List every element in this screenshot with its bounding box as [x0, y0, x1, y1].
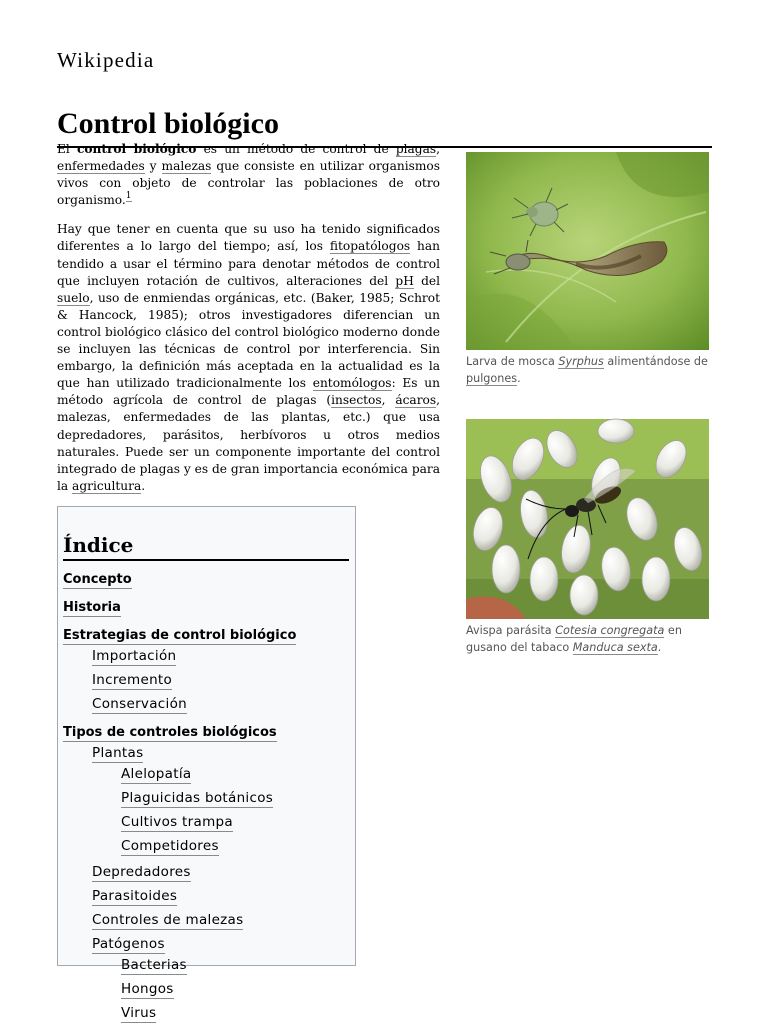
link-enfermedades[interactable]: enfermedades	[57, 159, 145, 174]
link-fitopatologos[interactable]: fitopatólogos	[329, 239, 411, 254]
link-pulgones[interactable]: pulgones	[466, 372, 518, 385]
toc-link-importacion[interactable]: Importación	[92, 648, 177, 664]
toc-link-conservacion[interactable]: Conservación	[92, 696, 187, 712]
toc-list	[63, 568, 349, 1023]
toc-item	[63, 861, 349, 882]
caption-text: Larva de mosca	[466, 355, 559, 368]
second-paragraph	[57, 221, 440, 495]
text: es un método de control de	[196, 142, 396, 156]
text: han tendido a usar el término para denotar métodos de control que incluyen rotación de cultivos, alteraciones del	[57, 239, 441, 288]
text: del	[413, 273, 440, 288]
toc-item	[92, 954, 349, 975]
intro-paragraph	[57, 141, 440, 209]
toc-link-estrategias[interactable]: Estrategias de control biológico	[63, 628, 297, 643]
toc-link-cultivos[interactable]: Cultivos trampa	[121, 814, 233, 830]
toc-link-incremento[interactable]: Incremento	[92, 672, 173, 688]
toc-item	[92, 787, 349, 808]
text: ,	[436, 142, 440, 156]
toc-item	[63, 596, 349, 617]
link-entomologos[interactable]: entomólogos	[312, 376, 392, 391]
term-bold: control biológico	[76, 142, 197, 156]
figure-caption	[466, 622, 709, 656]
toc-link-patogenos[interactable]: Patógenos	[92, 936, 165, 952]
figure-syrphus-larva	[466, 152, 709, 387]
caption-text: en gusano del tabaco	[466, 624, 682, 654]
link-agricultura[interactable]: agricultura	[72, 478, 142, 493]
table-of-contents	[57, 506, 356, 1021]
toc-item	[92, 811, 349, 832]
text: : Es un método agrícola de control de plagas (	[57, 376, 440, 408]
toc-link-plantas[interactable]: Plantas	[92, 745, 144, 761]
toc-title: Índice	[63, 531, 349, 561]
link-malezas[interactable]: malezas	[161, 159, 212, 174]
link-acaros[interactable]: ácaros	[395, 393, 437, 408]
toc-link-bacterias[interactable]: Bacterias	[121, 957, 187, 973]
reference-link[interactable]: 1	[125, 191, 132, 202]
text: Hay que tener en cuenta que su uso ha tenido significados diferentes a lo largo del tiempo; así, los	[57, 222, 440, 254]
caption-text: alimentándose de	[603, 355, 708, 368]
wikipedia-logo[interactable]: Wikipedia	[57, 48, 155, 72]
toc-link-alelopatia[interactable]: Alelopatía	[121, 766, 192, 782]
toc-item	[63, 568, 349, 589]
toc-item	[63, 645, 349, 666]
toc-link-depredadores[interactable]: Depredadores	[92, 864, 191, 880]
toc-item	[63, 933, 349, 1023]
text: , malezas, enfermedades de las plantas, etc.) que usa depredadores, parásitos, herbívoros u otros medios naturales. Puede ser un componente importante del control integrado de plagas y es de gran importancia económica para la	[57, 393, 440, 493]
link-ph[interactable]: pH	[395, 273, 414, 288]
toc-item	[63, 669, 349, 690]
text: .	[141, 478, 146, 493]
image-cotesia[interactable]	[466, 419, 709, 619]
caption-text: .	[657, 641, 662, 654]
figure-caption	[466, 353, 709, 387]
toc-item	[92, 763, 349, 784]
text: que consiste en utilizar organismos vivos con objeto de controlar las poblaciones de otro organismo.	[57, 159, 440, 208]
text: , uso de enmiendas orgánicas, etc. (Baker, 1985; Schrot & Hancock, 1985); otros investigadores diferencian un control biológico clásico del control biológico moderno donde se incluyen las técnicas de control por interferencia. Sin embargo, la definición más aceptada en la actualidad es la que han utilizado tradicionalmente los	[57, 290, 440, 391]
toc-link-malezas[interactable]: Controles de malezas	[92, 912, 244, 928]
toc-link-virus[interactable]: Virus	[121, 1005, 157, 1021]
figure-cotesia	[466, 419, 709, 656]
text: El	[57, 142, 77, 156]
toc-item	[92, 1002, 349, 1023]
link-suelo[interactable]: suelo	[57, 290, 90, 305]
page-title: Control biológico	[57, 104, 712, 148]
toc-link-concepto[interactable]: Concepto	[63, 572, 132, 587]
caption-text: .	[517, 372, 521, 385]
text: y	[144, 159, 162, 174]
link-plagas[interactable]: plagas	[395, 142, 437, 156]
toc-item	[63, 693, 349, 714]
link-insectos[interactable]: insectos	[331, 393, 382, 408]
toc-link-plaguicidas[interactable]: Plaguicidas botánicos	[121, 790, 274, 806]
caption-text: Avispa parásita	[466, 624, 556, 637]
toc-item	[63, 885, 349, 906]
toc-item	[92, 978, 349, 999]
toc-item	[63, 624, 349, 714]
toc-link-parasitoides[interactable]: Parasitoides	[92, 888, 178, 904]
text: ,	[381, 393, 396, 408]
link-manduca-sexta[interactable]: Manduca sexta	[572, 641, 658, 654]
toc-link-tipos[interactable]: Tipos de controles biológicos	[63, 725, 277, 740]
image-syrphus-larva[interactable]	[466, 152, 709, 350]
toc-item	[63, 909, 349, 930]
wasp-photo-svg	[466, 419, 709, 619]
toc-item	[63, 742, 349, 856]
larva-photo-svg	[466, 152, 709, 350]
toc-item	[92, 835, 349, 856]
article-body	[57, 141, 440, 507]
toc-link-competidores[interactable]: Competidores	[121, 838, 219, 854]
toc-link-hongos[interactable]: Hongos	[121, 981, 174, 997]
toc-link-historia[interactable]: Historia	[63, 600, 121, 615]
link-cotesia-congregata[interactable]: Cotesia congregata	[555, 624, 665, 637]
link-syrphus[interactable]: Syrphus	[558, 355, 604, 368]
toc-item	[63, 721, 349, 1023]
